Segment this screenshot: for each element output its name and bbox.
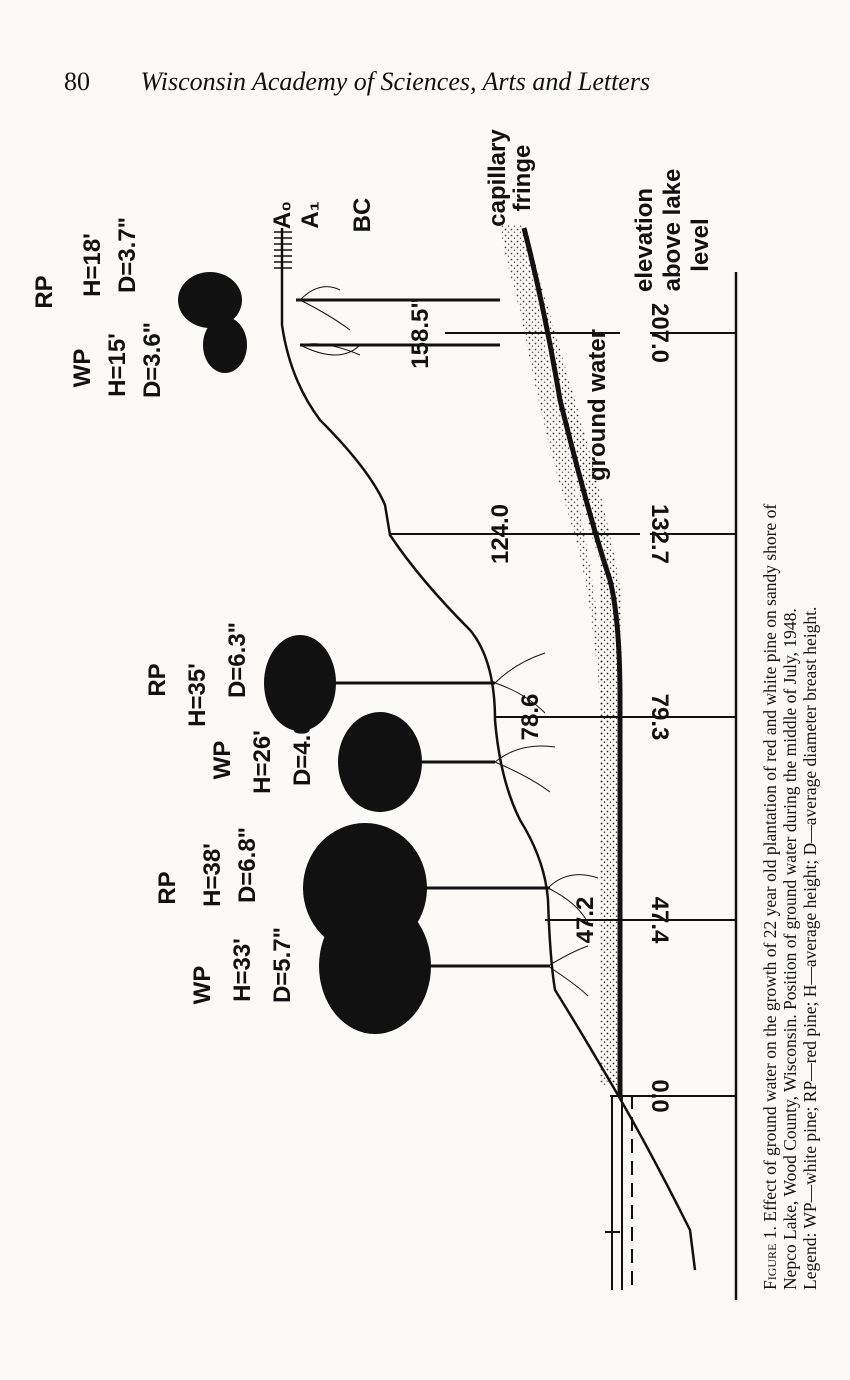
tree-group-1-wp-diameter: D=5.7": [269, 926, 296, 1004]
elevation-47-2: 47.2: [572, 896, 599, 944]
tree-group-1-rp: RP: [154, 871, 181, 905]
distance-207-0: 207.0: [646, 302, 673, 364]
elevation-label-1: elevation: [631, 187, 658, 293]
tree-group-3-rp-height: H=18': [79, 233, 106, 297]
soil-horizon-marks: [274, 232, 292, 268]
svg-text:Figure 1. Effect of ground wat: [760, 504, 780, 1290]
caption-line-2: Nepco Lake, Wood County, Wisconsin. Position of ground water during the middle of July, 1948.: [780, 608, 800, 1290]
elevation-label-2: above lake: [659, 168, 686, 292]
tree-group-2-wp-diameter: D=4.0": [289, 709, 316, 787]
elevation-158-5: 158.5": [407, 297, 434, 369]
caption-line-1: 1. Effect of ground water on the growth of 22 year old plantation of red and white pine on sandy shore of: [760, 503, 780, 1244]
tree-group-3-rp: RP: [31, 275, 58, 309]
tree-group-2-rp-height: H=35': [184, 663, 211, 727]
tree-group-2-wp: WP: [209, 740, 236, 780]
tree-group-3-wp-diameter: D=3.6": [139, 321, 166, 399]
tree-group-2-wp-height: H=26': [249, 730, 276, 794]
page-number: 80: [64, 67, 90, 96]
tree-group-1-rp-height: H=38': [199, 843, 226, 907]
horizon-bc-label: BC: [349, 197, 376, 233]
horizon-a1-label: A₁: [297, 201, 324, 229]
fringe-label: fringe: [509, 144, 536, 212]
elevation-124-0: 124.0: [487, 503, 514, 565]
figure-caption: [760, 504, 820, 1290]
capillary-label: capillary: [484, 129, 511, 227]
distance-47-4: 47.4: [646, 896, 673, 944]
distance-79-3: 79.3: [646, 693, 673, 741]
caption-prefix: Figure: [760, 1243, 780, 1290]
caption-line-3: Legend: WP—white pine; RP—red pine; H—average height; D—average diameter breast height.: [800, 606, 820, 1290]
ground-water-label: ground water: [584, 328, 611, 482]
distance-132-7: 132.7: [646, 503, 673, 565]
tree-group-1-wp: WP: [189, 965, 216, 1005]
elevation-78-6: 78.6: [517, 693, 544, 741]
tree-group-3-wp: WP: [69, 348, 96, 388]
tree-group-1-rp-diameter: D=6.8": [234, 826, 261, 904]
journal-title: Wisconsin Academy of Sciences, Arts and Letters: [140, 67, 651, 96]
tree-group-3-wp-height: H=15': [104, 333, 131, 397]
tree-group-2-rp: RP: [144, 663, 171, 697]
elevation-label-3: level: [687, 218, 714, 272]
tree-group-3-rp-diameter: D=3.7": [114, 216, 141, 294]
distance-0-0: 0.0: [646, 1079, 673, 1113]
tree-crowns: [178, 272, 431, 1034]
tree-group-2-rp-diameter: D=6.3": [224, 621, 251, 699]
horizon-a0-label: A₀: [269, 200, 296, 230]
tree-group-1-wp-height: H=33': [229, 938, 256, 1002]
lake-level-lines: [605, 1095, 632, 1290]
